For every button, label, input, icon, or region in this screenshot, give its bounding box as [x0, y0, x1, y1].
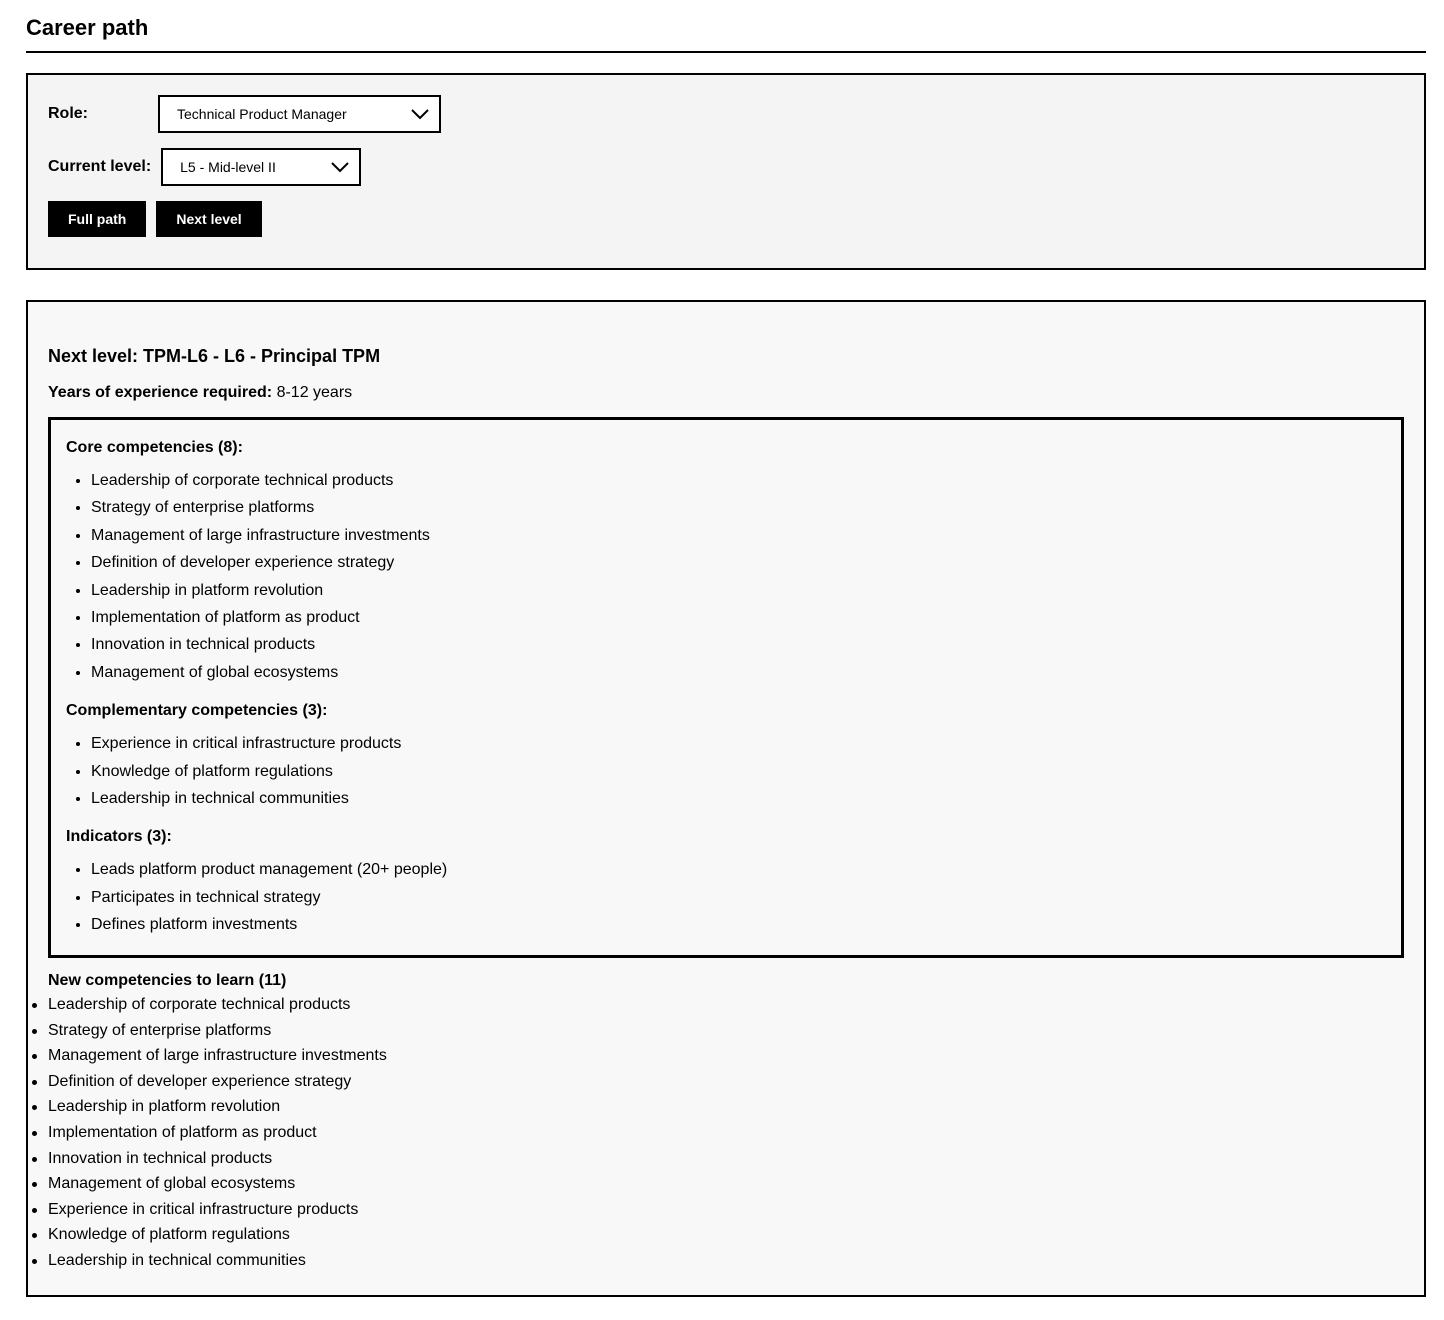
- list-item: • Leadership in technical communities: [91, 788, 1401, 815]
- full-path-button[interactable]: Full path: [48, 201, 146, 237]
- list-item: Strategy of enterprise platforms: [28, 1020, 387, 1046]
- list-item: Knowledge of platform regulations: [28, 1224, 387, 1250]
- list-item: Leadership in platform revolution: [28, 1096, 387, 1122]
- list-item: • Definition of developer experience strategy: [91, 552, 1401, 579]
- list-item: Management of global ecosystems: [28, 1173, 387, 1199]
- complementary-heading: Complementary competencies (3):: [66, 702, 328, 720]
- result-panel: [26, 300, 1426, 1297]
- list-item: • Defines platform investments: [91, 914, 1401, 941]
- years-value: 8-12 years: [276, 384, 353, 401]
- list-item: • Experience in critical infrastructure products: [91, 733, 1401, 760]
- role-select[interactable]: [158, 95, 441, 133]
- list-item: Definition of developer experience strategy: [28, 1071, 387, 1097]
- years-required: [48, 382, 352, 404]
- list-item: Management of large infrastructure investments: [28, 1045, 387, 1071]
- chevron-down-icon: [321, 150, 359, 184]
- complementary-list: [66, 733, 1401, 815]
- list-item: • Participates in technical strategy: [91, 887, 1401, 914]
- list-item: • Innovation in technical products: [91, 634, 1401, 661]
- list-item: • Leadership of corporate technical products: [91, 470, 1401, 497]
- chevron-down-icon: [401, 97, 439, 131]
- new-competencies-list: [28, 994, 387, 1276]
- role-label: Role:: [48, 105, 88, 122]
- list-item: Experience in critical infrastructure products: [28, 1199, 387, 1225]
- list-item: • Management of large infrastructure investments: [91, 525, 1401, 552]
- controls-panel: [26, 73, 1426, 270]
- list-item: Leadership in technical communities: [28, 1250, 387, 1276]
- list-item: • Strategy of enterprise platforms: [91, 497, 1401, 524]
- level-row: [48, 148, 1404, 186]
- core-list: [66, 470, 1401, 689]
- list-item: • Leads platform product management (20+ people): [91, 859, 1401, 886]
- years-label: Years of experience required:: [48, 384, 273, 401]
- list-item: • Implementation of platform as product: [91, 607, 1401, 634]
- list-item: • Leadership in platform revolution: [91, 580, 1401, 607]
- list-item: Implementation of platform as product: [28, 1122, 387, 1148]
- action-buttons: [48, 201, 1404, 237]
- level-label: Current level:: [48, 158, 152, 175]
- list-item: • Management of global ecosystems: [91, 662, 1401, 689]
- next-level-button[interactable]: Next level: [156, 201, 261, 237]
- indicators-heading: Indicators (3):: [66, 828, 172, 846]
- next-level-title: Next level: TPM-L6 - L6 - Principal TPM: [48, 346, 381, 366]
- page-title: Career path: [26, 0, 1426, 53]
- list-item: Innovation in technical products: [28, 1148, 387, 1174]
- role-select-value: Technical Product Manager: [177, 106, 347, 122]
- level-select-value: L5 - Mid-level II: [180, 159, 276, 175]
- indicators-list: [66, 859, 1401, 941]
- list-item: Leadership of corporate technical products: [28, 994, 387, 1020]
- level-select[interactable]: [161, 148, 361, 186]
- competencies-box: [48, 417, 1404, 958]
- list-item: • Knowledge of platform regulations: [91, 761, 1401, 788]
- page: [26, 0, 1426, 1297]
- core-heading: Core competencies (8):: [66, 439, 243, 456]
- role-row: [48, 95, 1404, 133]
- new-competencies-heading: New competencies to learn (11): [48, 972, 287, 989]
